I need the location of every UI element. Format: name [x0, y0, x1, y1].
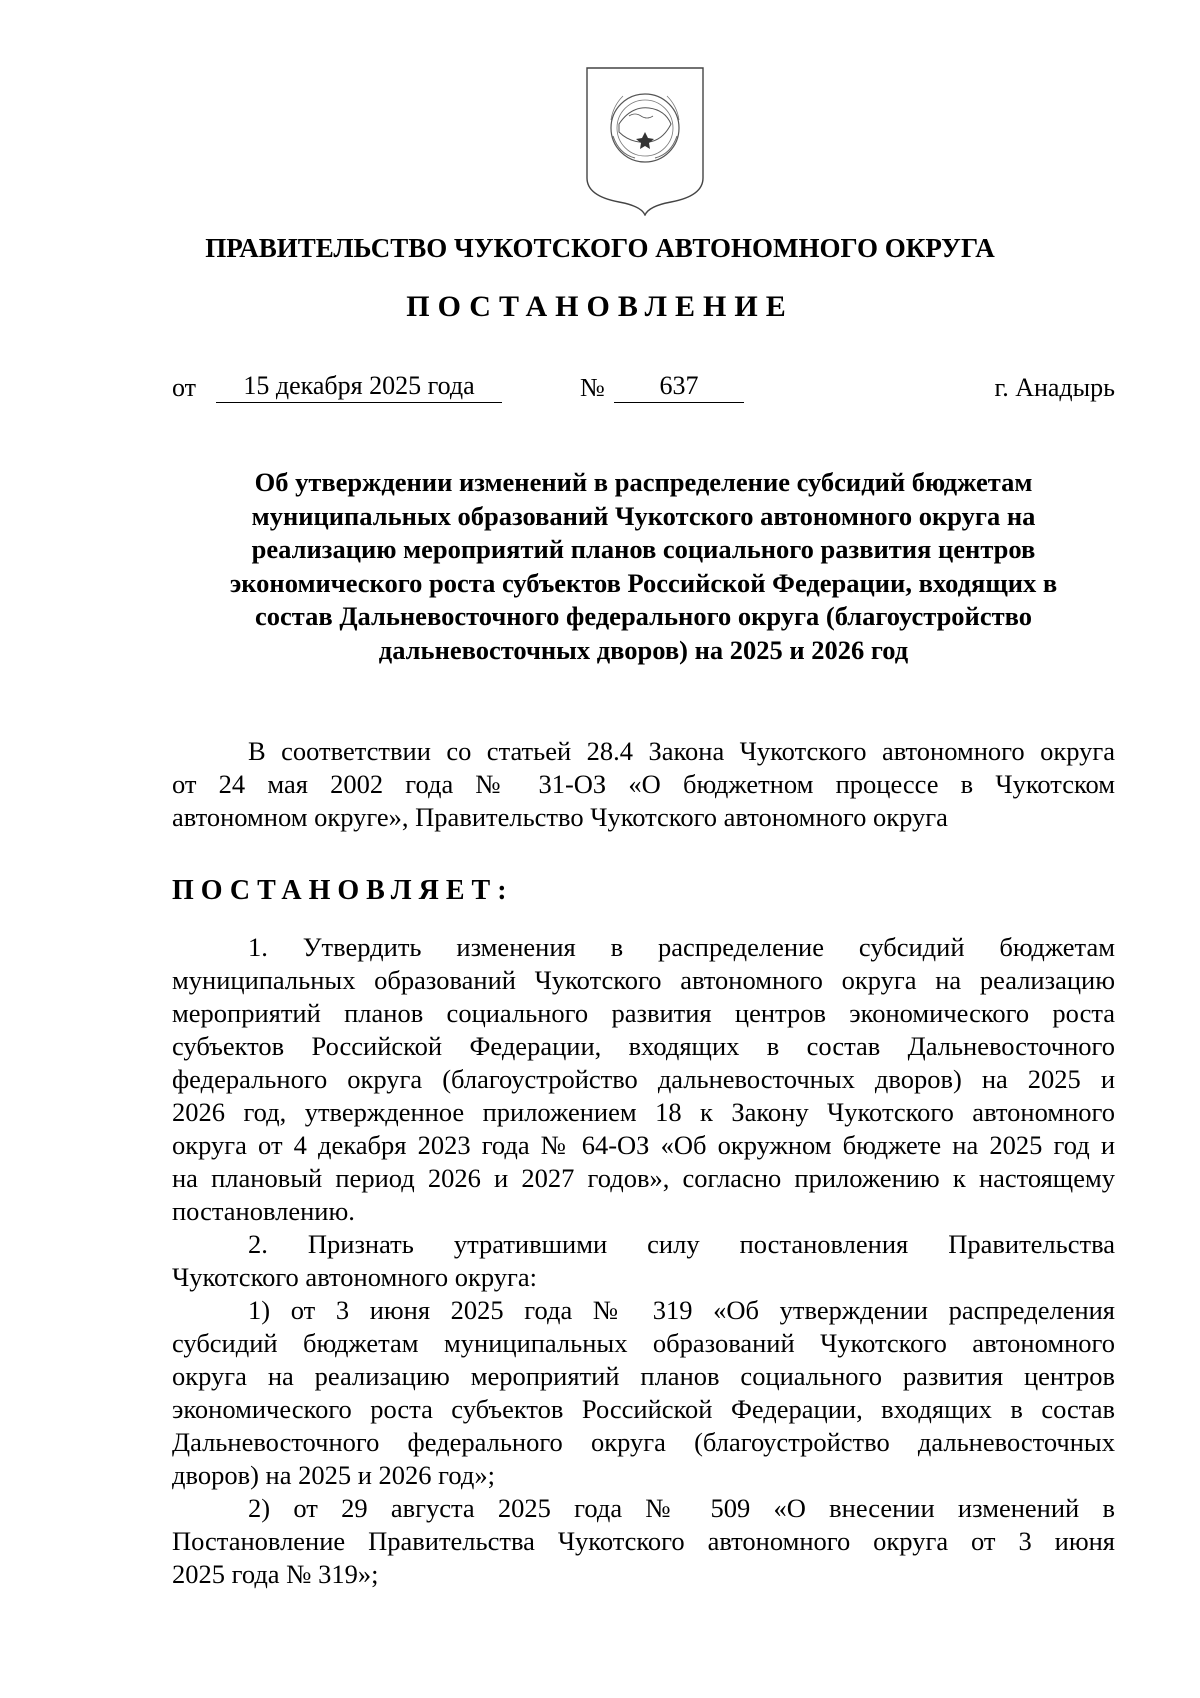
- number-label: №: [580, 373, 605, 402]
- paragraph-line: 2) от 29 августа 2025 года № 509 «О внесении изменений в: [248, 1493, 1115, 1523]
- document-number: 637: [614, 368, 744, 403]
- document-type-title: ПОСТАНОВЛЕНИЕ: [406, 290, 794, 323]
- document-meta-row: [172, 368, 1115, 408]
- paragraph-line: 2. Признать утратившими силу постановления Правительства: [248, 1229, 1115, 1259]
- paragraph-line: на плановый период 2026 и 2027 годов», согласно приложению к настоящему: [172, 1163, 1115, 1193]
- paragraph-line: 1) от 3 июня 2025 года № 319 «Об утверждении распределения: [248, 1295, 1115, 1325]
- paragraph-line: Дальневосточного федерального округа (благоустройство дальневосточных: [172, 1427, 1115, 1457]
- paragraph-line: субсидий бюджетам муниципальных образований Чукотского автономного: [172, 1328, 1115, 1358]
- subject-line: состав Дальневосточного федерального округа (благоустройство: [255, 601, 1032, 632]
- preamble-line: В соответствии со статьей 28.4 Закона Чукотского автономного округа: [248, 736, 1115, 766]
- paragraph-line: 2026 год, утвержденное приложением 18 к Закону Чукотского автономного: [172, 1097, 1115, 1127]
- government-title: ПРАВИТЕЛЬСТВО ЧУКОТСКОГО АВТОНОМНОГО ОКРУГА: [205, 233, 995, 263]
- paragraph-line: 2025 года № 319»;: [172, 1559, 379, 1589]
- document-city: г. Анадырь: [994, 373, 1115, 402]
- subject-line: муниципальных образований Чукотского автономного округа на: [251, 500, 1036, 531]
- paragraph-line: федерального округа (благоустройство дальневосточных дворов) на 2025 и: [172, 1064, 1115, 1094]
- preamble-line: автономном округе», Правительство Чукотского автономного округа: [172, 802, 948, 832]
- decree-word: ПОСТАНОВЛЯЕТ:: [172, 875, 514, 906]
- paragraph-line: муниципальных образований Чукотского автономного округа на реализацию: [172, 965, 1115, 995]
- paragraph-line: постановлению.: [172, 1196, 355, 1226]
- paragraph-line: 1. Утвердить изменения в распределение субсидий бюджетам: [248, 932, 1115, 962]
- paragraph-line: экономического роста субъектов Российской Федерации, входящих в состав: [172, 1394, 1115, 1424]
- paragraph-line: мероприятий планов социального развития центров экономического роста: [172, 998, 1115, 1028]
- paragraph-line: субъектов Российской Федерации, входящих в состав Дальневосточного: [172, 1031, 1115, 1061]
- preamble-line: от 24 мая 2002 года № 31-ОЗ «О бюджетном процессе в Чукотском: [172, 769, 1115, 799]
- paragraph-line: округа на реализацию мероприятий планов социального развития центров: [172, 1361, 1115, 1391]
- date-prefix: от: [172, 373, 197, 402]
- paragraph-line: округа от 4 декабря 2023 года № 64-ОЗ «Об окружном бюджете на 2025 год и: [172, 1130, 1115, 1160]
- subject-line: дальневосточных дворов) на 2025 и 2026 год: [378, 634, 909, 665]
- subject-line: реализацию мероприятий планов социального развития центров: [251, 534, 1036, 565]
- document-date: 15 декабря 2025 года: [216, 368, 502, 403]
- coat-of-arms-emblem: [583, 66, 707, 216]
- subject-line: Об утверждении изменений в распределение субсидий бюджетам: [254, 467, 1033, 497]
- paragraph-line: Чукотского автономного округа:: [172, 1262, 538, 1292]
- subject-line: экономического роста субъектов Российской Федерации, входящих в: [229, 567, 1058, 598]
- paragraph-line: Постановление Правительства Чукотского автономного округа от 3 июня: [172, 1526, 1115, 1556]
- decree-body: [172, 931, 1115, 1591]
- preamble: [172, 735, 1115, 834]
- document-subject: [172, 466, 1115, 668]
- paragraph-line: дворов) на 2025 и 2026 год»;: [172, 1460, 495, 1490]
